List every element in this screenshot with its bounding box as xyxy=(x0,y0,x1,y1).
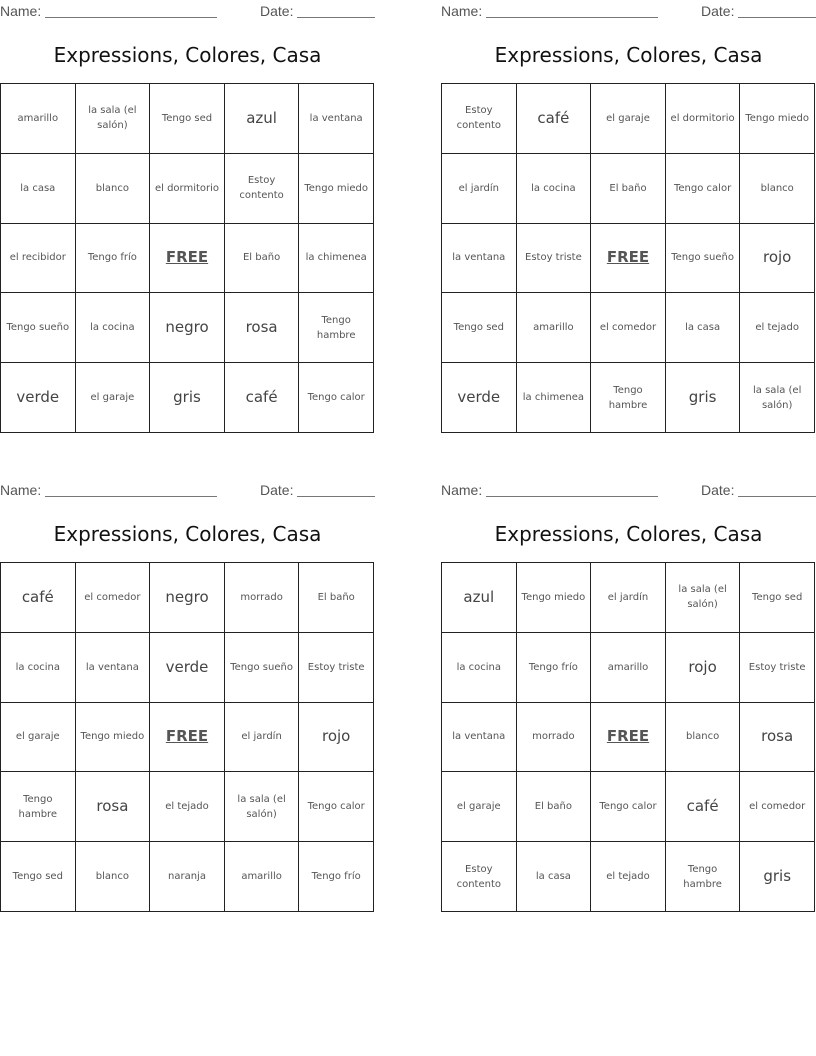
bingo-cell: blanco xyxy=(740,154,815,224)
bingo-cell: Tengo sueño xyxy=(666,224,741,294)
bingo-cell: Tengo frío xyxy=(76,224,151,294)
bingo-cell: El baño xyxy=(225,224,300,294)
name-blank-line xyxy=(486,17,658,18)
bingo-cell: Tengo hambre xyxy=(591,363,666,433)
name-blank-line xyxy=(486,496,658,497)
bingo-cell: rosa xyxy=(740,703,815,773)
bingo-cell: Tengo calor xyxy=(666,154,741,224)
free-space: FREE xyxy=(150,224,225,294)
bingo-cell: la cocina xyxy=(76,293,151,363)
bingo-cell: la casa xyxy=(1,154,76,224)
bingo-cell: Tengo frío xyxy=(517,633,592,703)
name-date-row xyxy=(441,482,816,498)
card-title: Expressions, Colores, Casa xyxy=(53,43,322,67)
bingo-cell: la sala (el salón) xyxy=(225,772,300,842)
date-label: Date: xyxy=(260,482,294,498)
bingo-cell: el tejado xyxy=(591,842,666,912)
bingo-cell: la sala (el salón) xyxy=(740,363,815,433)
date-blank-line xyxy=(297,17,375,18)
bingo-cell: El baño xyxy=(517,772,592,842)
bingo-cell: Tengo sueño xyxy=(1,293,76,363)
bingo-cell: la ventana xyxy=(299,84,374,154)
bingo-cell: Estoy contento xyxy=(225,154,300,224)
bingo-cell: negro xyxy=(150,293,225,363)
bingo-cell: blanco xyxy=(666,703,741,773)
bingo-cell: la casa xyxy=(666,293,741,363)
bingo-cell: Estoy triste xyxy=(740,633,815,703)
bingo-cell: Tengo sed xyxy=(740,563,815,633)
bingo-cell: Tengo hambre xyxy=(666,842,741,912)
bingo-cell: el tejado xyxy=(740,293,815,363)
bingo-cell: el comedor xyxy=(591,293,666,363)
bingo-cell: la chimenea xyxy=(517,363,592,433)
bingo-cell: Tengo hambre xyxy=(299,293,374,363)
bingo-card-1 xyxy=(0,0,375,431)
bingo-cell: la casa xyxy=(517,842,592,912)
bingo-cell: el garaje xyxy=(76,363,151,433)
bingo-cell: la sala (el salón) xyxy=(76,84,151,154)
bingo-cell: blanco xyxy=(76,842,151,912)
bingo-cell: la chimenea xyxy=(299,224,374,294)
bingo-cell: el comedor xyxy=(740,772,815,842)
bingo-cell: El baño xyxy=(591,154,666,224)
bingo-cell: verde xyxy=(442,363,517,433)
bingo-cell: gris xyxy=(150,363,225,433)
card-title: Expressions, Colores, Casa xyxy=(53,522,322,546)
date-blank-line xyxy=(297,496,375,497)
bingo-cell: Tengo sueño xyxy=(225,633,300,703)
bingo-cell: Tengo miedo xyxy=(517,563,592,633)
bingo-cell: Estoy triste xyxy=(299,633,374,703)
bingo-cell: amarillo xyxy=(225,842,300,912)
bingo-cell: la cocina xyxy=(1,633,76,703)
bingo-cell: el garaje xyxy=(1,703,76,773)
bingo-cell: rosa xyxy=(225,293,300,363)
name-label: Name: xyxy=(0,3,42,19)
date-blank-line xyxy=(738,17,816,18)
free-space: FREE xyxy=(591,703,666,773)
bingo-cell: café xyxy=(1,563,76,633)
date-label: Date: xyxy=(701,3,735,19)
bingo-grid xyxy=(441,83,815,433)
bingo-grid xyxy=(441,562,815,912)
bingo-cell: el jardín xyxy=(442,154,517,224)
bingo-cell: rojo xyxy=(740,224,815,294)
bingo-cell: la ventana xyxy=(442,703,517,773)
bingo-cell: blanco xyxy=(76,154,151,224)
bingo-cell: negro xyxy=(150,563,225,633)
bingo-cell: la ventana xyxy=(76,633,151,703)
free-space: FREE xyxy=(150,703,225,773)
bingo-cell: la ventana xyxy=(442,224,517,294)
bingo-cell: rojo xyxy=(299,703,374,773)
bingo-cell: Tengo sed xyxy=(1,842,76,912)
bingo-grid xyxy=(0,562,374,912)
bingo-cell: amarillo xyxy=(591,633,666,703)
bingo-cell: Tengo calor xyxy=(299,772,374,842)
bingo-cell: el garaje xyxy=(591,84,666,154)
bingo-cell: Tengo miedo xyxy=(740,84,815,154)
bingo-cell: verde xyxy=(150,633,225,703)
bingo-cell: el recibidor xyxy=(1,224,76,294)
bingo-cell: azul xyxy=(442,563,517,633)
bingo-cell: rojo xyxy=(666,633,741,703)
bingo-cell: Estoy triste xyxy=(517,224,592,294)
name-blank-line xyxy=(45,496,217,497)
free-space: FREE xyxy=(591,224,666,294)
card-title: Expressions, Colores, Casa xyxy=(494,43,763,67)
bingo-cell: Tengo frío xyxy=(299,842,374,912)
bingo-cell: Tengo miedo xyxy=(299,154,374,224)
bingo-cell: Tengo miedo xyxy=(76,703,151,773)
bingo-cell: el dormitorio xyxy=(666,84,741,154)
bingo-card-4 xyxy=(441,479,816,910)
name-label: Name: xyxy=(441,3,483,19)
bingo-grid xyxy=(0,83,374,433)
bingo-cell: Tengo calor xyxy=(591,772,666,842)
name-blank-line xyxy=(45,17,217,18)
name-label: Name: xyxy=(0,482,42,498)
bingo-cell: morrado xyxy=(225,563,300,633)
bingo-cell: verde xyxy=(1,363,76,433)
bingo-cell: la cocina xyxy=(517,154,592,224)
bingo-cell: Tengo hambre xyxy=(1,772,76,842)
bingo-cell: morrado xyxy=(517,703,592,773)
name-date-row xyxy=(0,3,375,19)
bingo-cell: Tengo sed xyxy=(150,84,225,154)
bingo-cell: Tengo sed xyxy=(442,293,517,363)
card-title: Expressions, Colores, Casa xyxy=(494,522,763,546)
bingo-card-2 xyxy=(441,0,816,431)
bingo-cell: amarillo xyxy=(517,293,592,363)
bingo-cell: el jardín xyxy=(225,703,300,773)
bingo-cell: la cocina xyxy=(442,633,517,703)
bingo-cell: amarillo xyxy=(1,84,76,154)
bingo-cell: el jardín xyxy=(591,563,666,633)
bingo-cell: la sala (el salón) xyxy=(666,563,741,633)
bingo-cell: el garaje xyxy=(442,772,517,842)
bingo-cell: Estoy contento xyxy=(442,84,517,154)
bingo-cell: el dormitorio xyxy=(150,154,225,224)
bingo-card-3 xyxy=(0,479,375,910)
bingo-cell: Estoy contento xyxy=(442,842,517,912)
bingo-cell: rosa xyxy=(76,772,151,842)
bingo-cell: azul xyxy=(225,84,300,154)
date-label: Date: xyxy=(701,482,735,498)
bingo-cell: café xyxy=(517,84,592,154)
bingo-cell: café xyxy=(225,363,300,433)
name-date-row xyxy=(441,3,816,19)
bingo-cell: el tejado xyxy=(150,772,225,842)
date-label: Date: xyxy=(260,3,294,19)
bingo-cell: gris xyxy=(666,363,741,433)
bingo-cell: El baño xyxy=(299,563,374,633)
bingo-cell: el comedor xyxy=(76,563,151,633)
name-label: Name: xyxy=(441,482,483,498)
bingo-cell: naranja xyxy=(150,842,225,912)
date-blank-line xyxy=(738,496,816,497)
name-date-row xyxy=(0,482,375,498)
bingo-cell: café xyxy=(666,772,741,842)
bingo-cell: Tengo calor xyxy=(299,363,374,433)
bingo-cell: gris xyxy=(740,842,815,912)
